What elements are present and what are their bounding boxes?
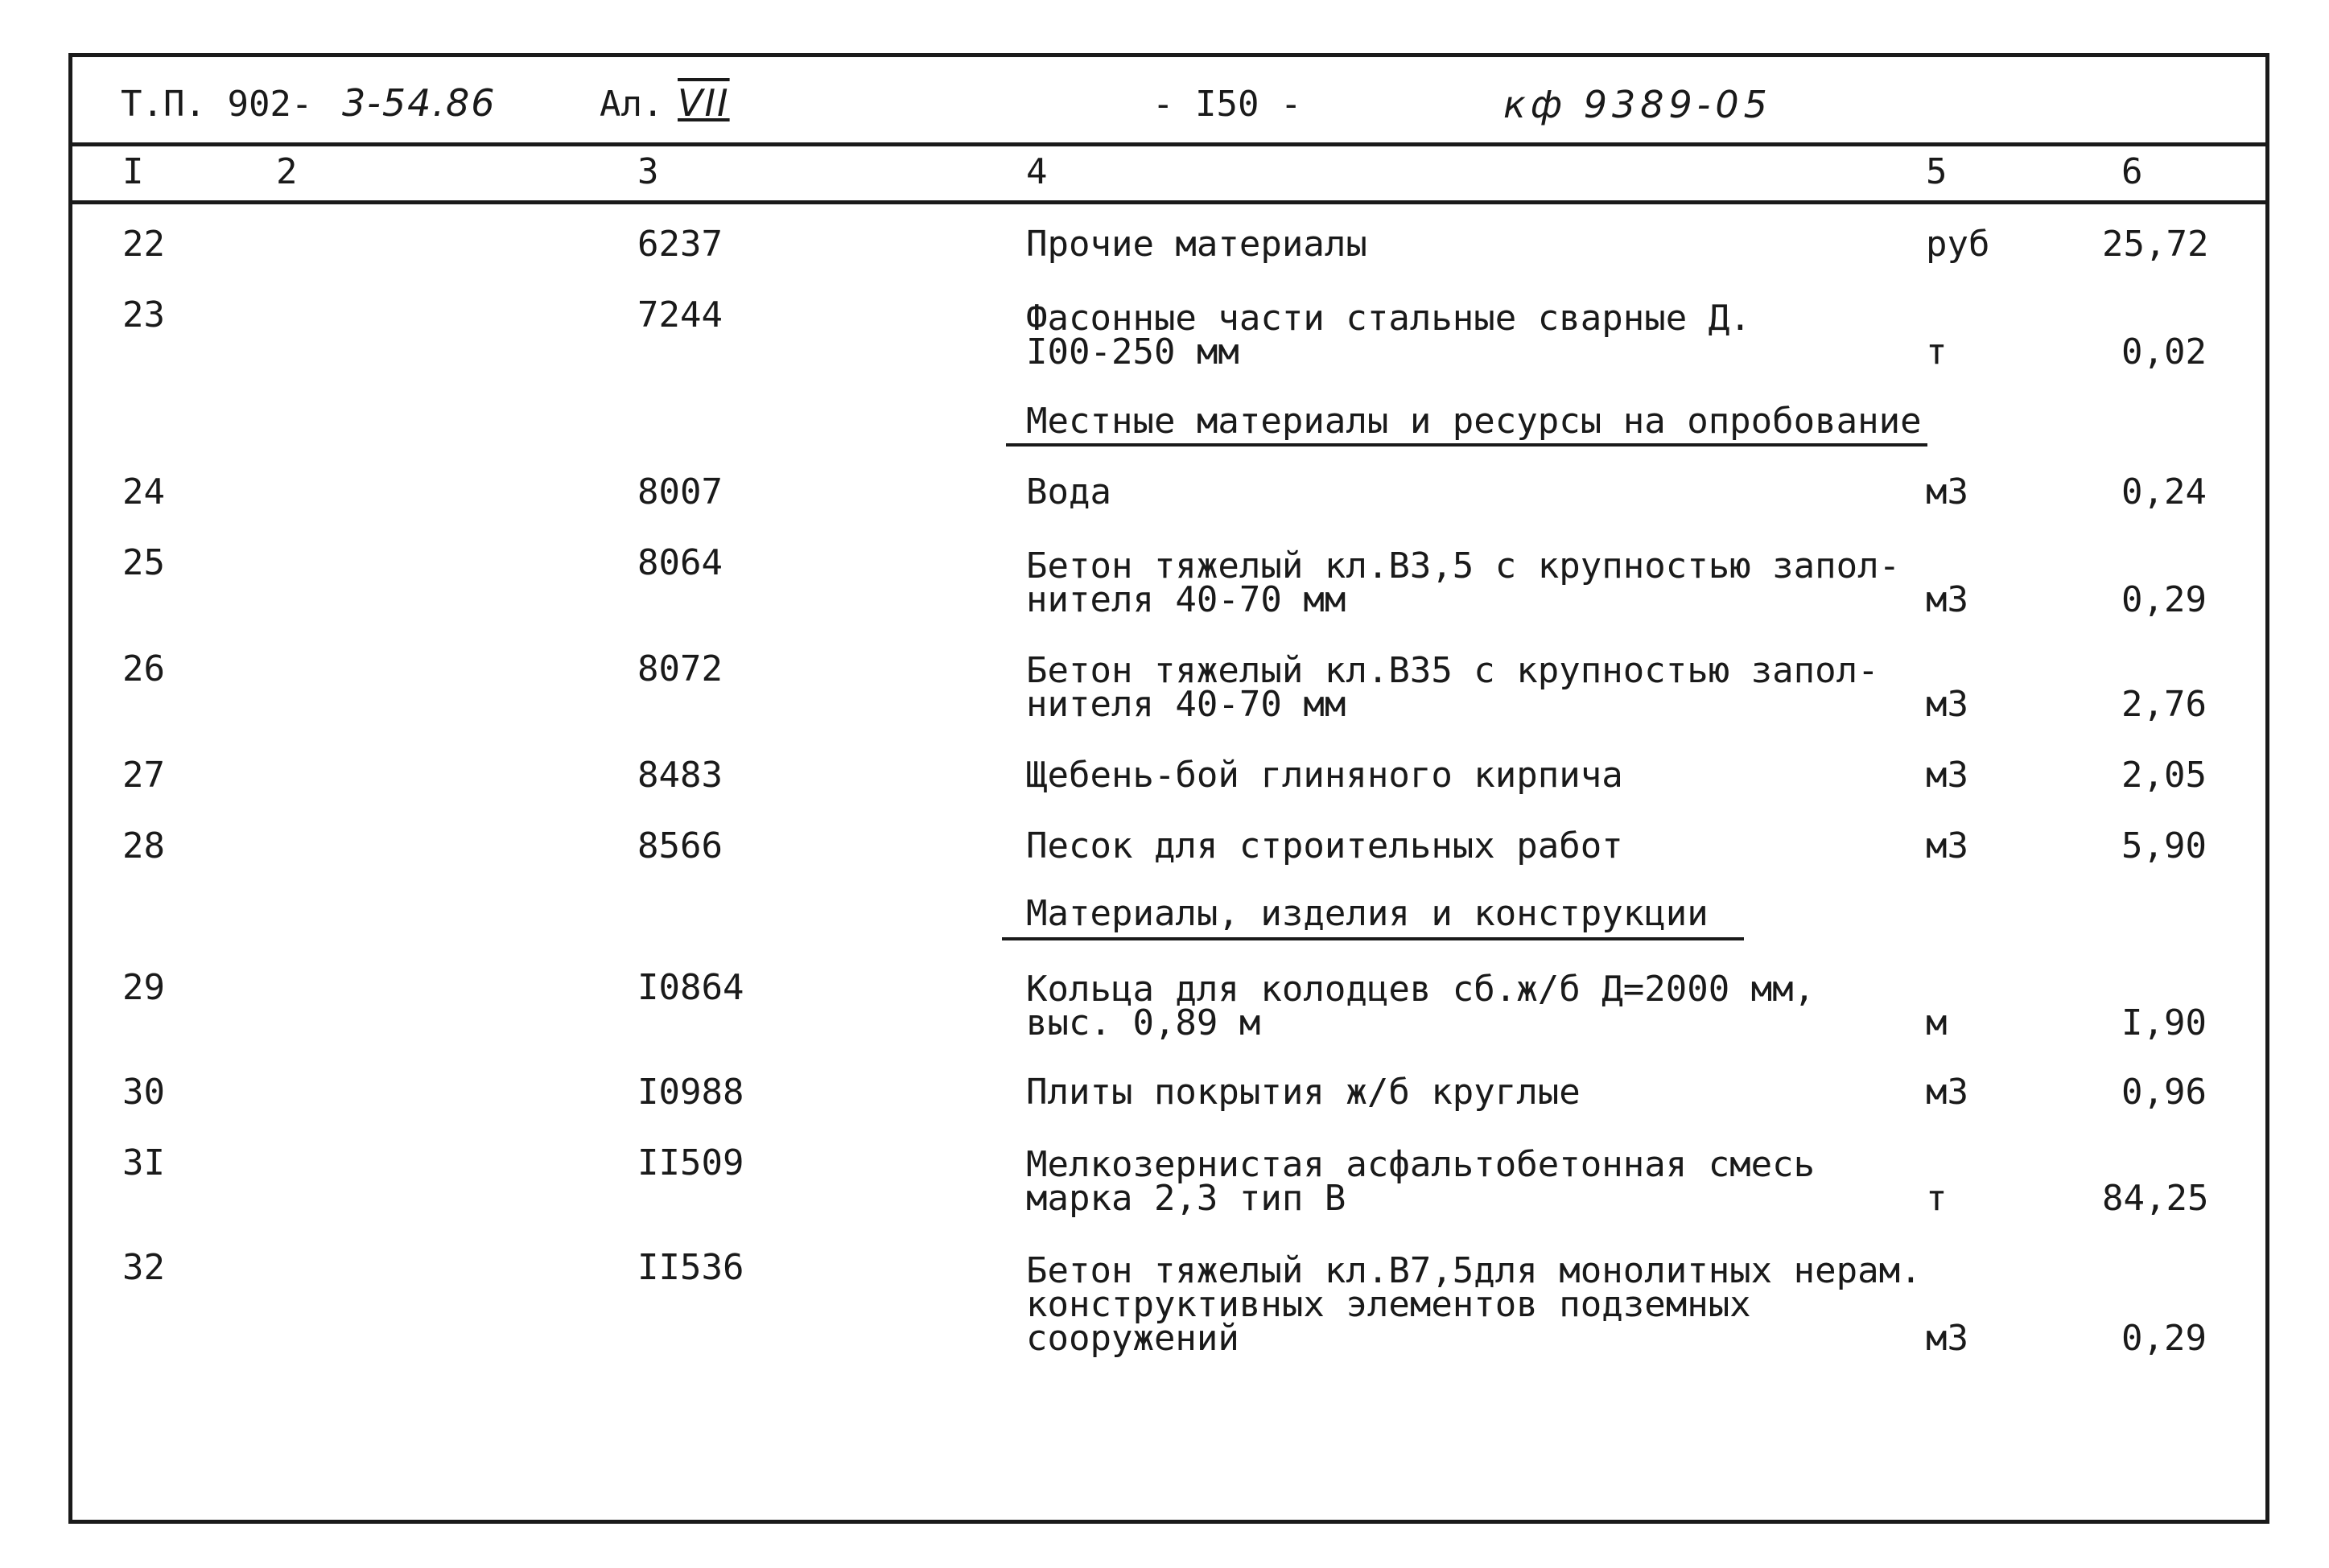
section-underline [1006,443,1927,447]
album-number: VII [678,81,730,125]
row-unit: м [1926,1002,1948,1043]
row-description: Бетон тяжелый кл.В7,5для монолитных нерам. [1026,1250,1922,1291]
row-quantity: 25,72 [2102,224,2209,265]
row-code: 6237 [637,224,723,265]
row-unit: руб [1926,224,1990,265]
row-description: выс. 0,89 м [1026,1002,1261,1043]
row-number: 22 [122,224,165,265]
row-code: 7244 [637,294,723,335]
row-description: нителя 40-70 мм [1026,684,1346,725]
col-header-1: I [122,151,144,192]
row-code: 8072 [637,648,723,689]
section-title: Местные материалы и ресурсы на опробование [1026,401,1922,442]
row-number: 30 [122,1072,165,1113]
row-number: 23 [122,294,165,335]
row-description: Щебень-бой глиняного кирпича [1026,755,1623,796]
row-code: 8566 [637,825,723,866]
row-number: 26 [122,648,165,689]
row-unit: м3 [1926,471,1968,512]
row-number: 3I [122,1142,165,1183]
col-header-5: 5 [1926,151,1948,192]
doc-prefix: Т.П. 902- [121,84,313,125]
row-quantity: 0,02 [2121,331,2207,372]
row-unit: м3 [1926,1318,1968,1359]
row-quantity: 0,96 [2121,1072,2207,1113]
col-header-3: 3 [637,151,659,192]
row-code: 8007 [637,471,723,512]
row-unit: м3 [1926,684,1968,725]
col-header-6: 6 [2121,151,2143,192]
row-number: 28 [122,825,165,866]
row-number: 24 [122,471,165,512]
row-description: Фасонные части стальные сварные Д. [1026,298,1751,339]
row-quantity: 0,29 [2121,579,2207,620]
row-code: 8064 [637,542,723,583]
row-description: Бетон тяжелый кл.В3,5 с крупностью запол- [1026,545,1901,586]
row-unit: т [1926,331,1948,372]
doc-handwritten-number: 3-54.86 [342,81,497,125]
album-label: Ал. [600,84,664,125]
col-header-4: 4 [1026,151,1048,192]
row-description: Бетон тяжелый кл.В35 с крупностью запол- [1026,650,1879,691]
row-description: конструктивных элементов подземных [1026,1284,1751,1325]
row-quantity: 0,29 [2121,1318,2207,1359]
row-number: 29 [122,967,165,1008]
row-description: Вода [1026,471,1111,512]
header-divider [72,142,2265,146]
row-description: сооружений [1026,1318,1239,1359]
row-unit: м3 [1926,579,1968,620]
row-code: 8483 [637,755,723,796]
section-title: Материалы, изделия и конструкции [1026,893,1709,934]
row-quantity: I,90 [2121,1002,2207,1043]
row-description: Песок для строительных работ [1026,825,1623,866]
row-number: 27 [122,755,165,796]
row-quantity: 2,76 [2121,684,2207,725]
row-number: 32 [122,1247,165,1288]
row-unit: м3 [1926,755,1968,796]
stamp-code: кф 9389-05 [1503,83,1772,126]
row-description: I00-250 мм [1026,331,1239,372]
row-description: нителя 40-70 мм [1026,579,1346,620]
row-code: I0988 [637,1072,744,1113]
row-code: I0864 [637,967,744,1008]
page-number: - I50 - [1152,84,1302,125]
row-quantity: 84,25 [2102,1178,2209,1219]
row-code: II536 [637,1247,744,1288]
row-description: марка 2,3 тип В [1026,1178,1346,1219]
section-underline [1002,937,1744,940]
row-unit: т [1926,1178,1948,1219]
col-header-2: 2 [276,151,298,192]
row-description: Прочие материалы [1026,224,1367,265]
row-code: II509 [637,1142,744,1183]
row-unit: м3 [1926,1072,1968,1113]
row-description: Плиты покрытия ж/б круглые [1026,1072,1581,1113]
column-header-divider [72,200,2265,204]
row-description: Мелкозернистая асфальтобетонная смесь [1026,1144,1816,1185]
row-number: 25 [122,542,165,583]
row-quantity: 5,90 [2121,825,2207,866]
row-description: Кольца для колодцев сб.ж/б Д=2000 мм, [1026,969,1816,1010]
row-quantity: 2,05 [2121,755,2207,796]
row-quantity: 0,24 [2121,471,2207,512]
row-unit: м3 [1926,825,1968,866]
